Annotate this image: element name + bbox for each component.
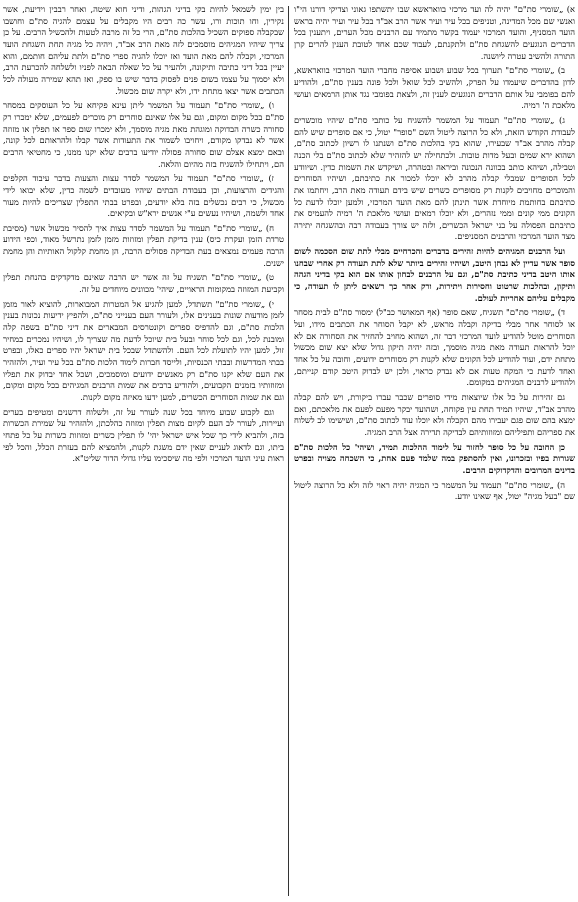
paragraph: ו) „שומרי סת"ם" תעמוד על המשמר ליתן עינא פקיחא על כל העוסקים במסחר סת"ם בכל מקום ומקום, וגם על אלו שאינם סוחרים רק מוכרים לפעמים, שלא ימכרו רק סחורה כשרה הבדוקה ומוגהת מאת מגיה מוסמך, ולא ימכרו שום ספר או תפלין או מזוזה אשר לא נבדקו מקודם, ויחויבו לשמור את התעודות אשר קבלו ולהראותם לכל קונה, ובאם ימצא אצלם שום סחורה פסולה יודיעו ברבים שלא יקנו ממנו, כי מחטיאי הרבים הם, ויתחילו להשגיח בזה מהיום והלאה. <box>3 100 284 169</box>
left-column <box>3 4 284 898</box>
paragraph: ג) „שומרי סת"ם" תעמוד על המשמר להשגיח על כותבי סת"ם שיהיו מוכשרים לעבודת הקודש הזאת, ולא כל הרוצה ליטול השם "סופר" יטול, כי אם סופרים שיש להם קבלה מהרב אב"ד שבעירו, שהוא בקי בהלכות סת"ם ושנתנו לו רשיון לכתוב סת"ם, ושהוא ירא שמים ובעל מדות טובות. ולכתחילה יש להזהיר שלא לכתוב סת"ם בלי הכנה וטבילה, ושיהא כותב בכוונה הנכונה וביראה ובטהרה, ושיקדש את השמות כדין. ושיוודע לכל הסופרים שמבלי קבלה מהרב לא יוכלו למכור את כתיבתם, ושיהיו הסוחרים והמוכרים מחויבים לקנות רק מסופרים כשרים שיש בידם תעודה מאת הרב, ויחתמו את כתיבתם בחותמת מיוחדת אשר תינתן להם מאת הועד המרכזי, ולמען יוכלו לדעת כל הקונים ממי קונים וממי נזהרים, ולא יוכלו רמאים ועושי מלאכת ה' רמיה להעמיס את כתיבתם הפסולה על בני ישראל הכשרים, ולזה יש צורך בעבודה רבה ובהשגחה יתירה מצד הועד המרכזי והרבנים המסניפים. <box>294 114 575 242</box>
right-column <box>294 4 575 898</box>
paragraph: בין ימין לשמאל להיות בקי בדיני הגהות, ודיני חוא שיטה, ואחר רבבין וידיעת, אשר נקירין, וחו תוכות ורו, עשר כה רבים היו מקבלים על עצמם להגיה סת"ם וחושבו שבקבלה ספוקים השכיל בהלכות סת"ם, הרי כל זה מרבה לטעות ולהכשיל הרבים. על כן צריך שיהיו המגיהים מוסמכים לזה מאת הרב אב"ד, ויהיה כל מגיה תחת השגחת הועד המרכזי, וקבלה להם מאת הועד ואז יוכלו להגיה ספרי סת"ם ולתת עליהם חותמם, והוא יעיין בכל דיני כתיבה ותיקונה, ולהעיר על כל שאלה הבאה לפניו ולשלחה להכרעת הרב, ולא יסמוך על עצמו בשום פנים לפסוק בדבר שיש בו ספק, ואז תהא שמירה מעולה לכל הכתבים אשר יצאו מתחת ידו, ולא יקרה שום מכשול. <box>3 4 284 96</box>
paragraph: י) „שומרי סת"ם" תשתדל, למען להגיע אל המטרות המבוארות, להוציא לאור מזמן לזמן מודעות שונות בענינים אלו, ולעורר העם בענייני סת"ם, ולהפיץ ידיעות נכונות בענין הלכות סת"ם, וגם להדפיס ספרים וקונטרסים המבארים את דיני סת"ם בשפה קלה ומובנת לכל, וגם לכל סוחר ובעל בית שיוכל לדעת מה שצריך לו, ושיהיו נמכרים במחיר זול, למען יהיו לתועלת לכל העם. ולהשתדל שבכל בית ישראל יהיו ספרים כאלו, ובפרט בבתי המדרשות ובבתי הכנסיות, ולייסד חברות לימוד הלכות סת"ם בכל עיר ועיר, ולהזהיר את העם שלא יקנו סת"ם רק מאנשים ידועים ומוסמכים, ושכל אחד יבדוק את תפליו ומזוזותיו בזמנים הקבועים, ולהודיע ברבים את שמות הרבנים המגיהים בכל מקום ומקום, וגם את שמות הסוחרים הכשרים, למען ידעו מאיזה מקום לקנות. <box>3 298 284 402</box>
paragraph: ב) „שומרי סת"ם" תערוך בכל שבוע ושבוע אסיפה מחברי הועד המרכזי בוואראשא, לדון בהדברים שיעמדו על הפרק, ולהשיב לכל שואל ולכל פונה בענין סת"ם, ולהודיע להם בפומבי על אותם הדברים הנוגעים לענין זה, ולצאת בפומבי נגד אותן הרמאים ועושי מלאכת ה' רמיה. <box>294 65 575 111</box>
paragraph: וגם לקבוע שבוע מיוחד בכל שנה לעורר על זה, ולשלוח דרשנים ומטיפים בערים ועיירות, לעורר לב העם לקיום מצות תפלין ומזוזה כהלכתן, ולהזהיר על שמירת הכשרות בזה, ולהביא לידי כך שכל איש ישראל יהי' לו תפלין כשרים ומזוזות כשרות על כל פתחי ביתו, וגם לדאוג לעניים שאין ידם משגת לקנות, ולהמציא להם בעזרת הכלל, והכל לפי ראות עיני הועד המרכזי ולפי מה שיסכימו עליו גדולי הדור שליט"א. <box>3 406 284 464</box>
paragraph: כן החובה על כל סופר לחזור על לימוד ההלכות תמיד, ושיהי' כל הלכות סת"ם שגורות בפיו ובזכרונו, ואין להסתפק במה שלמד פעם אחת, כי השכחה מצויה ובפרט בדינים המרובים והדקדוקים הרבים. <box>294 441 575 475</box>
paragraph: גם זהירות על כל אלו שיוצאות מידי סופרים שכבר עברו ביקורת, ויש להם קבלה מהרב אב"ד, שיהיו תמיד תחת עין פקוחה, ושהועד יבקר מפעם לפעם את מלאכתם, ואם ימצא בהם שום פגם יעבירו מהם הקבלה ולא יוכלו עוד לכתוב סת"ם, ושישימו לב לשלוח את ספריהם ותפיליהם ומזוזותיהם לבדיקה תדירה אצל הרב המגיה. <box>294 392 575 437</box>
paragraph: ט) „שומרי סת"ם" תשגיח על זה אשר יש הרבה שאינם מדקדקים בהנחת תפלין וקביעת המזוזה במקומות הראויים, שיהי' מכוונים מיוחדים על זה. <box>3 272 284 295</box>
paragraph: ועל הרבנים המגיהים להיות זהירים בדברים והכרחיים מבלי לתת שום הסכמה לשום סופר אשר עדיין לא נבחן היטב, ושיהיו זהירים ביותר שלא לתת תעודה רק אחרי שבחנו אותו היטב בדיני כתיבת סת"ם, וגם על הרבנים לבחון אותו אם הוא בקי בדיני הגהה ותיקון, ובהלכות שרטוט וחסירות ויתירות, ורק אחר כך רשאים ליתן לו תעודה, כי מקבלים עליהם אחריות לעולם. <box>294 246 575 303</box>
column-divider <box>288 6 289 896</box>
paragraph: ח) „שומרי סת"ם" תעמוד על המשמר לסדר עצות איך להסיר מכשול אשר (מסיבת טרדת הזמן ועקרת כיס) ענין בדיקת תפלין ומזוזות מזמן לזמן נתרשל מאוד, וכפי הידוע הרבה פעמים נמצאים בעת הבדיקה פסולים הרבה, הן מחמת קלקול האותיות והן מחמת ישנים. <box>3 222 284 268</box>
paragraph: א) „שומרי סת"ם" יהיה לה ועד מרכזי בוואראשא שבו יתשתפו גאוני וצדיקי דורנו הי"ו ואנשי שם מכל המדינה, וטניפים בכל עיר ועיר אשר הרב אב"ד בכל עיר ועיר יהיה בראש הועד המסניף, והועד המרכזי יעמוד בקשר מתמיד עם הרבנים מכל הערים, ויתענין בכל הדברים הנוגעים להשגחת סת"ם ולתקנתם, לעבוד שכם אחד לטובת הענין להרים קרן התורה ולהשיב עטרה ליושנה. <box>294 4 575 61</box>
paragraph: ה) „שומרי סת"ם" תעמוד על המשמר כי המגיה יהיה ראוי לזה ולא כל הרוצה ליטול שם "בעל מגיה" יטול, אף שאינו יודע. <box>294 479 575 502</box>
paragraph: ד) „שומרי סת"ם" תשגיח, שאם סופר (אף המאושר כב"ל) ימסור סת"ם לבית מסחר או לסוחר אחר מבלי בדיקה וקבלה מראש, לא יקבל הסוחר את הכתבים מידו, ועל הסוחרים מוטל להודיע לועד המרכזי דבר זה, ושהוא מחויב להחזיר את הסחורה אם לא יוכל להראות תעודה מאת מגיה מוסמך, ובזה יהיה תיקון גדול שלא יצא שום מכשול מתחת ידם, ועוד להודיע לכל הקונים שלא לקנות רק מסוחרים ידועים, וחובה על כל אחד ואחד לדעת כי המקח טעות אם לא נבדק כראוי, ולכן יש לבדוק היטב קודם קנייתם, ולהודיע לרבנים המגיהים במקומם. <box>294 307 575 388</box>
paragraph: ז) „שומרי סת"ם" תעמוד על המשמר לסדר עצות והצעות בדבר עיבוד הקלפים והגידים והרצועות, וכן בעבודת הבתים שיהיו מעובדים לשמה כדין, שלא יבואו לידי מכשול, כי רבים נכשלים בזה בלא יודעים, ובפרט בבתי התפלין שצריכים להיות מעור אחד ולשמה, ושיהיו נעשים ע"י אנשים ירא"ש ובקיאים. <box>3 173 284 219</box>
